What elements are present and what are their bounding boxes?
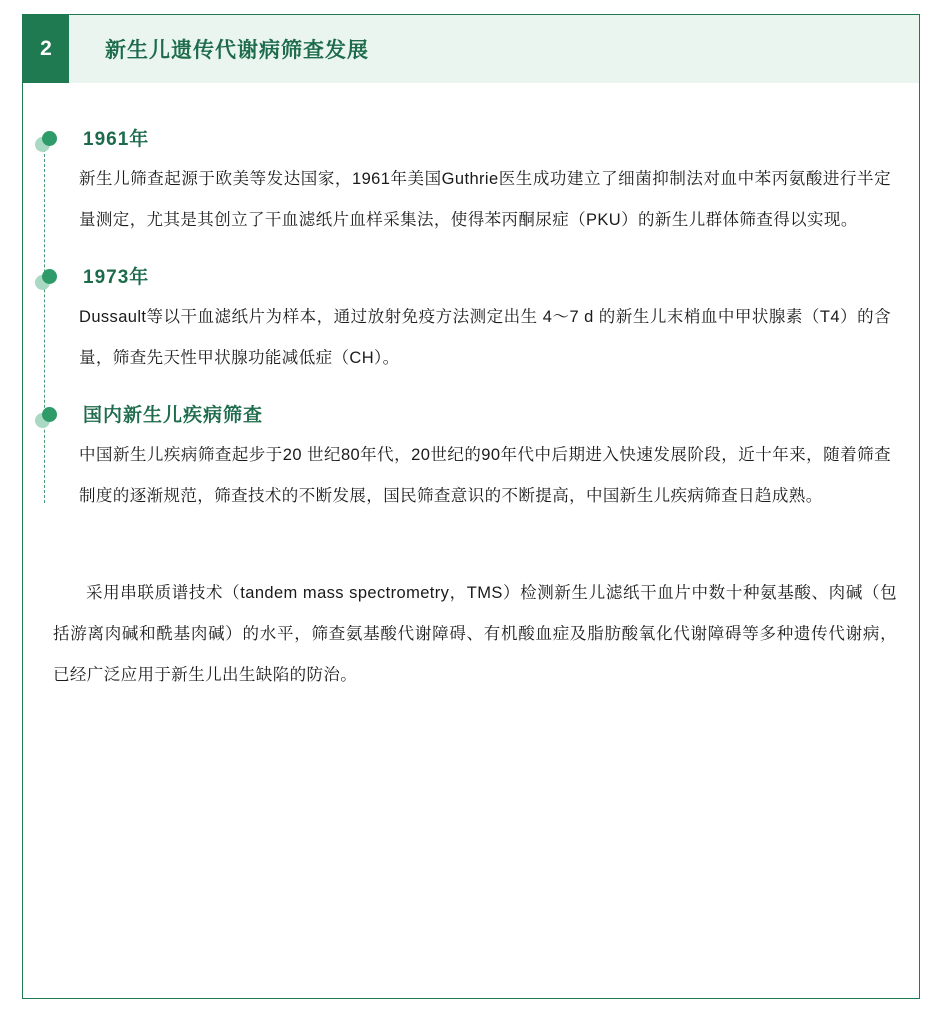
timeline-item-text: 新生儿筛查起源于欧美等发达国家，1961年美国Guthrie医生成功建立了细菌抑制法对血中苯丙氨酸进行半定量测定，尤其是其创立了干血滤纸片血样采集法，使得苯丙酮尿症（PKU）的新生儿群体筛查得以实现。: [79, 170, 891, 229]
timeline-item-text: Dussault等以干血滤纸片为样本，通过放射免疫方法测定出生 4～7 d 的新生儿末梢血中甲状腺素（T4）的含量，筛查先天性甲状腺功能减低症（CH）。: [79, 308, 891, 367]
document-page: [22, 14, 920, 999]
timeline-item-heading: 1973年: [83, 267, 150, 288]
section-header: [23, 15, 919, 83]
timeline-bullet-icon: [35, 407, 57, 429]
timeline-item-heading: 国内新生儿疾病筛查: [83, 405, 264, 426]
timeline-item: [23, 403, 919, 517]
bullet-front-circle: [42, 131, 57, 146]
section-title: 新生儿遗传代谢病筛查发展: [105, 39, 369, 62]
bullet-front-circle: [42, 407, 57, 422]
section-number-badge: 2: [23, 15, 69, 83]
timeline-bullet-icon: [35, 131, 57, 153]
closing-paragraph: 采用串联质谱技术（tandem mass spectrometry，TMS）检测新生儿滤纸干血片中数十种氨基酸、肉碱（包括游离肉碱和酰基肉碱）的水平，筛查氨基酸代谢障碍、有机酸血症及脂肪酸氧化代谢障碍等多种遗传代谢病，已经广泛应用于新生儿出生缺陷的防治。: [53, 584, 897, 684]
timeline: [23, 127, 919, 517]
section-content: [23, 127, 919, 696]
timeline-item: [23, 265, 919, 379]
timeline-bullet-icon: [35, 269, 57, 291]
timeline-item-text: 中国新生儿疾病筛查起步于20 世纪80年代，20世纪的90年代中后期进入快速发展阶段，近十年来，随着筛查制度的逐渐规范，筛查技术的不断发展，国民筛查意识的不断提高，中国新生儿疾病筛查日趋成熟。: [79, 446, 891, 505]
timeline-item: [23, 127, 919, 241]
timeline-item-heading: 1961年: [83, 129, 150, 150]
bullet-front-circle: [42, 269, 57, 284]
